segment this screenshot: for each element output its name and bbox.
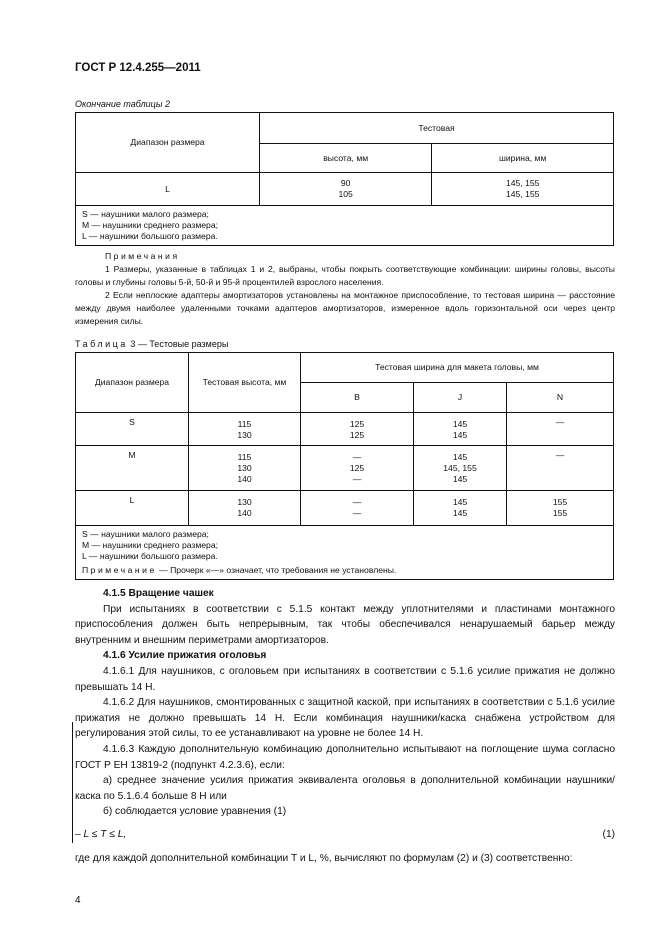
cell: 90 105	[260, 173, 432, 206]
cell: S	[76, 413, 189, 446]
legend-cell: S — наушники малого размера; M — наушники среднего размера; L — наушники большого размера.	[76, 206, 614, 246]
cell: —	[507, 413, 614, 446]
cell: L	[76, 173, 260, 206]
paragraph: 4.1.6.3 Каждую дополнительную комбинацию дополнительно испытывают на поглощение шума согласно ГОСТ Р ЕН 13819-2 (подпункт 4.2.3.6), если:	[75, 743, 615, 771]
col-header: Диапазон размера	[76, 353, 189, 413]
cell: 125 125	[301, 413, 414, 446]
col-header: B	[301, 383, 414, 413]
cell: 145 145	[414, 491, 507, 526]
col-header: N	[507, 383, 614, 413]
cell: 145 145	[414, 413, 507, 446]
note-1: 1 Размеры, указанные в таблицах 1 и 2, выбраны, чтобы покрыть соответствующие комбинации: ширины головы, высоты головы и глубины головы 5-й, 50-й и 95-й процентилей взрослого населения.	[75, 264, 615, 287]
paragraph: 4.1.6.1 Для наушников, с оголовьем при испытаниях в соответствии с 5.1.6 усилие прижатия не должно превышать 14 Н.	[75, 665, 615, 693]
table-3	[75, 352, 614, 580]
cell: — 125 —	[301, 446, 414, 491]
paragraph: где для каждой дополнительной комбинации T и L, %, вычисляют по формулам (2) и (3) соответственно:	[75, 852, 573, 864]
table-row	[76, 446, 614, 491]
col-header: ширина, мм	[432, 144, 614, 173]
col-header: Тестовая высота, мм	[189, 353, 301, 413]
cell: 115 130	[189, 413, 301, 446]
col-header: Тестовая	[260, 113, 614, 144]
page-number: 4	[75, 895, 81, 906]
cell: L	[76, 491, 189, 526]
cell: — —	[301, 491, 414, 526]
notes	[75, 250, 615, 328]
document-header: ГОСТ Р 12.4.255—2011	[75, 62, 201, 74]
table-row	[76, 413, 614, 446]
table3-caption: Таблица 3 — Тестовые размеры	[75, 339, 229, 349]
col-header: J	[414, 383, 507, 413]
cell: 130 140	[189, 491, 301, 526]
equation: – L ≤ T ≤ L, (1)	[75, 828, 615, 840]
table2-caption: Окончание таблицы 2	[75, 99, 170, 109]
cell: 145, 155 145, 155	[432, 173, 614, 206]
body-text	[75, 586, 615, 866]
section-heading: 4.1.6 Усилие прижатия оголовья	[103, 650, 267, 662]
paragraph: 4.1.6.2 Для наушников, смонтированных с защитной каской, при испытаниях в соответствии с 5.1.6 усилие прижатия не должно превышать 14 Н. Если комбинация наушники/каска снабжена устройством для регулирования этой силы, то ее устанавливают на уровне не более 14 Н.	[75, 697, 615, 740]
paragraph: б) соблюдается условие уравнения (1)	[103, 806, 287, 818]
paragraph: При испытаниях в соответствии с 5.1.5 контакт между уплотнителями и пластинами монтажного приспособления должен быть непрерывным, так чтобы обеспечивался ненарушаемый барьер между внутренним и внешним периметрами амортизаторов.	[75, 603, 615, 646]
cell: M	[76, 446, 189, 491]
table-row	[76, 491, 614, 526]
table-2	[75, 112, 614, 246]
change-bar	[72, 722, 73, 843]
col-header: высота, мм	[260, 144, 432, 173]
section-heading: 4.1.5 Вращение чашек	[103, 588, 214, 599]
col-header: Диапазон размера	[76, 113, 260, 173]
cell: —	[507, 446, 614, 491]
notes-title: Примечания	[105, 251, 180, 261]
legend-cell: S — наушники малого размера; M — наушники среднего размера; L — наушники большого размера. Примечание — Прочерк «—» означает, что требования не установлены.	[76, 526, 614, 580]
cell: 155 155	[507, 491, 614, 526]
paragraph: а) среднее значение усилия прижатия эквивалента оголовья в дополнительной комбинации наушники/каска по 5.1.6.4 больше 8 Н или	[75, 775, 615, 802]
cell: 115 130 140	[189, 446, 301, 491]
note-2: 2 Если неплоские адаптеры амортизаторов установлены на монтажное приспособление, то тестовая ширина — расстояние между двумя наиболее удаленными точками адаптеров амортизаторов, измеренное вдоль горизонтальной оси через центр измерения силы.	[75, 290, 615, 326]
cell: 145 145, 155 145	[414, 446, 507, 491]
col-header: Тестовая ширина для макета головы, мм	[301, 353, 614, 383]
